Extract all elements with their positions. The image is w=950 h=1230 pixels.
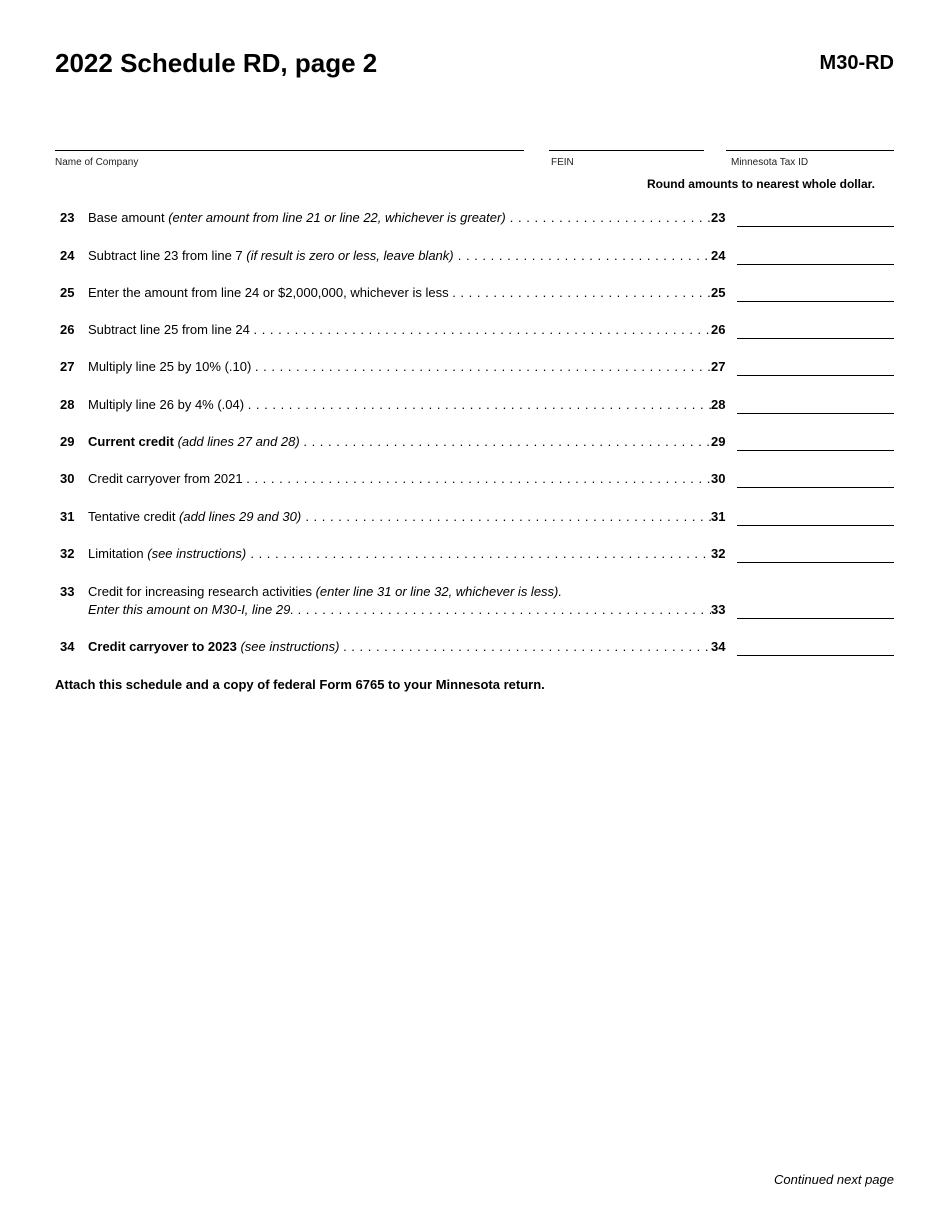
line-number: 31 [60,509,75,524]
line-number: 28 [60,397,75,412]
box-number: 32 [711,546,726,561]
line-31 [55,507,895,527]
line-description: Enter this amount on M30-I, line 29. . . . [88,602,726,617]
line-27 [55,357,895,377]
line-number: 23 [60,210,75,225]
line-26 [55,320,895,340]
line-description: Subtract line 23 from line 7 (if result is zero or less, leave blank) . . . [88,248,726,263]
amount-field-29[interactable] [737,433,894,451]
line-29 [55,432,895,452]
line-description: Enter the amount from line 24 or $2,000,000, whichever is less . . . [88,285,726,300]
box-number: 27 [711,359,726,374]
line-number: 25 [60,285,75,300]
amount-field-31[interactable] [737,508,894,526]
amount-field-25[interactable] [737,284,894,302]
line-description: Credit carryover to 2023 (see instructions) . . . [88,639,726,654]
box-number: 28 [711,397,726,412]
line-description: Base amount (enter amount from line 21 or line 22, whichever is greater) . . . [88,210,726,225]
line-number: 29 [60,434,75,449]
line-30 [55,469,895,489]
line-number: 32 [60,546,75,561]
amount-field-32[interactable] [737,545,894,563]
line-32 [55,544,895,564]
company-name-label: Name of Company [55,157,139,168]
line-number: 27 [60,359,75,374]
amount-field-30[interactable] [737,470,894,488]
fein-field[interactable] [549,150,704,170]
line-number: 24 [60,248,75,263]
amount-field-26[interactable] [737,321,894,339]
fein-label: FEIN [551,157,574,168]
mn-tax-id-label: Minnesota Tax ID [731,157,809,168]
line-description: Multiply line 25 by 10% (.10) . . . [88,359,726,374]
amount-field-34[interactable] [737,638,894,656]
line-33 [55,600,895,620]
box-number: 34 [711,639,726,654]
box-number: 31 [711,509,726,524]
box-number: 23 [711,210,726,225]
line-23 [55,208,895,228]
continued-note: Continued next page [774,1172,894,1187]
box-number: 25 [711,285,726,300]
company-name-field[interactable] [55,150,524,170]
mn-tax-id-field[interactable] [726,150,894,170]
box-number: 30 [711,471,726,486]
line-description: Current credit (add lines 27 and 28) . . . [88,434,726,449]
line-24 [55,246,895,266]
amount-field-33[interactable] [737,601,894,619]
box-number: 29 [711,434,726,449]
line-description: Subtract line 25 from line 24 . . . [88,322,726,337]
line-number: 34 [60,639,75,654]
box-number: 26 [711,322,726,337]
box-number: 24 [711,248,726,263]
form-id: M30-RD [819,52,894,74]
line-description: Multiply line 26 by 4% (.04) . . . [88,397,726,412]
page-title: 2022 Schedule RD, page 2 [55,48,378,78]
amount-field-28[interactable] [737,396,894,414]
round-note: Round amounts to nearest whole dollar. [646,177,875,191]
line-description: Limitation (see instructions) . . . [88,546,726,561]
line-28 [55,395,895,415]
line-description: Credit carryover from 2021 . . . [88,471,726,486]
line-number: 33 [60,584,75,599]
line-description: Credit for increasing research activities (enter line 31 or line 32, whichever is less). [88,584,562,599]
amount-field-27[interactable] [737,358,894,376]
amount-field-24[interactable] [737,247,894,265]
line-25 [55,283,895,303]
line-number: 30 [60,471,75,486]
line-description: Tentative credit (add lines 29 and 30) . . . [88,509,726,524]
attach-note: Attach this schedule and a copy of federal Form 6765 to your Minnesota return. [55,677,545,692]
amount-field-23[interactable] [737,209,894,227]
line-number: 26 [60,322,75,337]
box-number: 33 [711,602,726,617]
line-34 [55,637,895,657]
